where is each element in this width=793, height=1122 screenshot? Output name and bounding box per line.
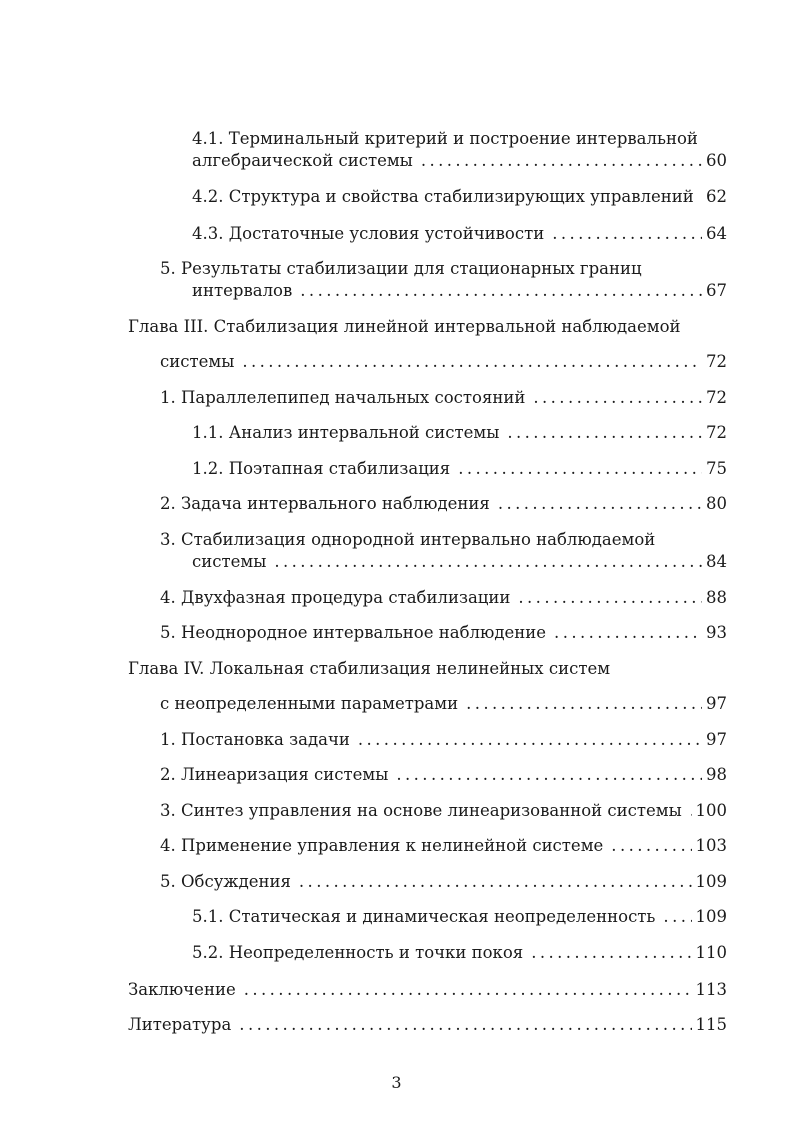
toc-chapter-3 [128, 316, 727, 338]
toc-page-number: 84 [706, 552, 727, 571]
toc-page-number: 109 [695, 907, 727, 926]
toc-entry-text: 4.2. Структура и свойства стабилизирующих управлений [192, 187, 694, 206]
toc-entry-text: 5.1. Статическая и динамическая неопределенность [192, 907, 656, 926]
toc-chapter-4-continued [160, 693, 727, 715]
toc-entry-text: 5. Неоднородное интервальное наблюдение [160, 623, 547, 642]
dot-leader [466, 693, 702, 715]
toc-entry-3-5 [160, 622, 727, 644]
toc-entry-text: 4. Двухфазная процедура стабилизации [160, 588, 511, 607]
toc-page-number: 113 [695, 980, 727, 999]
toc-entry-text: 5. Результаты стабилизации для стационарных границ [160, 259, 642, 278]
toc-page-number: 67 [706, 281, 727, 300]
toc-entry-4-s5-1 [192, 906, 727, 928]
toc-entry-4-s5-2 [192, 942, 727, 964]
toc-entry-3-3 [160, 529, 727, 573]
toc-page-number: 60 [706, 151, 727, 170]
toc-entry-text: 2. Линеаризация системы [160, 765, 389, 784]
toc-entry-text: 2. Задача интервального наблюдения [160, 494, 490, 513]
toc-entry-text: 1. Постановка задачи [160, 730, 350, 749]
toc-page-number: 62 [706, 187, 727, 206]
toc-entry-text: 1.2. Поэтапная стабилизация [192, 459, 451, 478]
toc-entry-text: 3. Синтез управления на основе линеаризованной системы [160, 801, 682, 820]
dot-leader [274, 551, 702, 573]
toc-entry-text: системы [192, 552, 267, 571]
toc-entry-text: интервалов [192, 281, 293, 300]
toc-entry-text: 5. Обсуждения [160, 872, 291, 891]
dot-leader [552, 223, 702, 245]
toc-page-number: 100 [695, 801, 727, 820]
toc-entry-4-s3 [160, 800, 727, 822]
toc-page-number: 115 [695, 1015, 727, 1034]
dot-leader [498, 493, 702, 515]
dot-leader [299, 871, 692, 893]
toc-entry-text: Литература [128, 1015, 232, 1034]
dot-leader [690, 800, 692, 822]
dot-leader [396, 764, 702, 786]
toc-page-number: 103 [695, 836, 727, 855]
toc-page-number: 72 [706, 352, 727, 371]
toc-page-number: 97 [706, 730, 727, 749]
toc-page-number: 109 [695, 872, 727, 891]
toc-entry-4-s1 [160, 729, 727, 751]
toc-entry-text: Заключение [128, 980, 236, 999]
toc-entry-text: 4.1. Терминальный критерий и построение интервальной [192, 129, 698, 148]
toc-chapter-3-continued [160, 351, 727, 373]
dot-leader [421, 150, 702, 172]
toc-entry-text: алгебраической системы [192, 151, 413, 170]
dot-leader [518, 587, 702, 609]
dot-leader [507, 422, 702, 444]
toc-entry-3-2 [160, 493, 727, 515]
dot-leader [358, 729, 702, 751]
toc-page-number: 93 [706, 623, 727, 642]
dot-leader [663, 906, 691, 928]
toc-entry-4-1 [192, 128, 727, 172]
dot-leader [611, 835, 691, 857]
toc-entry-literature [128, 1014, 727, 1036]
toc-entry-4-2 [192, 186, 727, 208]
dot-leader [533, 387, 702, 409]
toc-chapter-title: Глава III. Стабилизация линейной интервальной наблюдаемой [128, 317, 681, 336]
toc-page-number: 72 [706, 423, 727, 442]
toc-chapter-title: Глава IV. Локальная стабилизация нелинейных систем [128, 659, 611, 678]
toc-entry-3-1-1 [192, 422, 727, 444]
toc-entry-4-3 [192, 223, 727, 245]
toc-entry-5 [160, 258, 727, 302]
toc-page-number: 75 [706, 459, 727, 478]
toc-page-number: 98 [706, 765, 727, 784]
toc-entry-text: системы [160, 352, 235, 371]
toc-page-number: 80 [706, 494, 727, 513]
toc-page-number: 110 [695, 943, 727, 962]
toc-entry-text: 4. Применение управления к нелинейной системе [160, 836, 604, 855]
toc-entry-text: 1.1. Анализ интервальной системы [192, 423, 500, 442]
toc-entry-4-s2 [160, 764, 727, 786]
toc-entry-text: 5.2. Неопределенность и точки покоя [192, 943, 524, 962]
dot-leader [554, 622, 702, 644]
toc-entry-4-s5 [160, 871, 727, 893]
toc-entry-text: 1. Параллелепипед начальных состояний [160, 388, 526, 407]
toc-chapter-4 [128, 658, 727, 680]
dot-leader [244, 979, 692, 1001]
toc-entry-text: с неопределенными параметрами [160, 694, 459, 713]
toc-entry-4-s4 [160, 835, 727, 857]
dot-leader [458, 458, 702, 480]
toc-page-number: 97 [706, 694, 727, 713]
dot-leader [531, 942, 691, 964]
dot-leader [300, 280, 702, 302]
toc-entry-3-4 [160, 587, 727, 609]
toc-entry-3-1-2 [192, 458, 727, 480]
page-number: 3 [391, 1073, 402, 1092]
toc-entry-3-1 [160, 387, 727, 409]
toc-page-number: 64 [706, 224, 727, 243]
toc-page-number: 88 [706, 588, 727, 607]
toc-page-number: 72 [706, 388, 727, 407]
toc-entry-text: 3. Стабилизация однородной интервально наблюдаемой [160, 530, 656, 549]
dot-leader [242, 351, 702, 373]
toc-entry-conclusion [128, 979, 727, 1001]
toc-entry-text: 4.3. Достаточные условия устойчивости [192, 224, 545, 243]
dot-leader [239, 1014, 691, 1036]
